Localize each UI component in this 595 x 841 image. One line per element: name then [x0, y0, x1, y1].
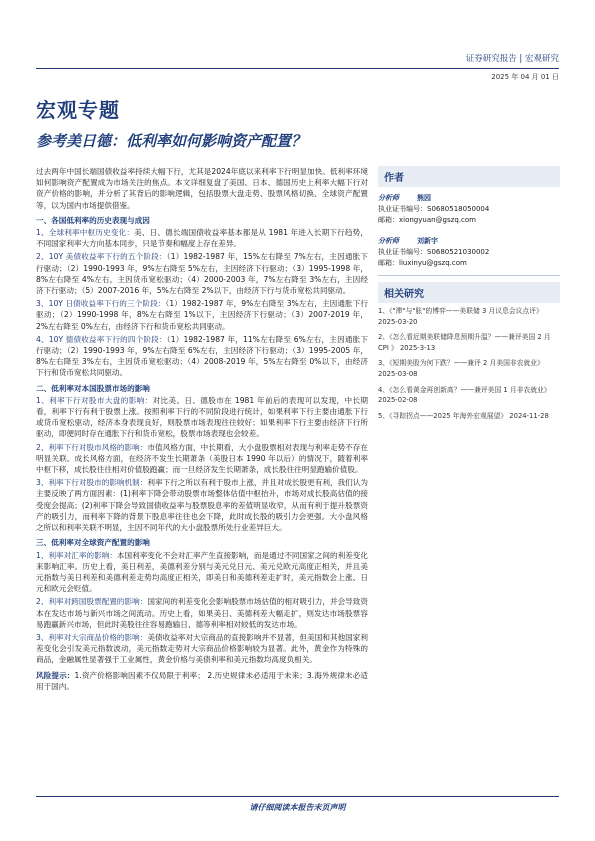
content-paragraph	[36, 251, 368, 296]
author-block	[378, 193, 560, 226]
author-name: 刘新宇	[417, 237, 438, 245]
author-role: 分析师	[378, 237, 399, 245]
author-email[interactable]: xiongyuan@gszq.com	[399, 216, 476, 224]
author-name: 熊园	[417, 194, 431, 202]
item-text: 利率下行之所以有利于股市上涨，并且对成长股更有利，我们认为主要反映了两方面因素：(1)利率下降会带动股票市场整体估值中枢抬升，市场对成长股高估值的接受度会提高；(2)利率下降会导致国债收益率与股票股息率的差值明显收窄，从而有利于提升股票资产的吸引力，而利率下降的背景下股息率往往也会下降，此时成长股的吸引力会更强。大小盘风格之所以和利率关联不明显，主因不同年代的大小盘股票所处行业差异巨大。	[36, 478, 368, 533]
report-subtitle: 参考美日德：低利率如何影响资产配置？	[36, 132, 307, 150]
author-block	[378, 236, 560, 269]
email-label: 邮箱：	[378, 216, 399, 224]
related-item[interactable]: 4、《怎么看黄金再创新高？——兼评美国 1 月非农就业》 2025-02-08	[378, 385, 551, 405]
content-paragraph	[36, 395, 368, 440]
author-email[interactable]: liuxinyu@gszq.com	[399, 259, 467, 267]
item-text: 美债收益率对大宗商品的直接影响并不显著，但美国和其他国家利差变化会引发美元指数波动，美元指数走势对大宗商品价格影响较为显著。此外，黄金作为特殊的商品，金融属性显著强于工业属性，黄金价格与美债利率和美元指数均高度负相关。	[36, 632, 368, 665]
item-text: （1）1982-1987 年，15%左右降至 7%左右，主因通胀下行驱动；（2）1990-1993 年，9%左右降至 5%左右，主因经济下行驱动；（3）1995-1998 年，8%左右降至 4%左右，主因货币宽松驱动；（4）2000-2003 年，7%左右降至 3%左右，主因经济下行驱动；（5）2007-2016 年，5%左右降至 2%以下，由经济下行与货币宽松共同驱动。	[36, 252, 368, 296]
related-item[interactable]: 5、《寻踪拐点——2025 年海外宏观展望》 2024-11-28	[378, 411, 549, 420]
sidebar-divider	[378, 275, 560, 276]
item-text: 本国利率变化不会对汇率产生直接影响，而是通过不同国家之间的利差变化来影响汇率。历史上看，美日利差，美德利差分别与美元兑日元、美元兑欧元高度正相关，并且美元指数与美日利差和美德利差走势均高度正相关，即美日和美德利差走扩时，美元指数会上涨、日元和欧元会贬值。	[36, 550, 368, 594]
cert-label: 执业证书编号：	[378, 248, 427, 256]
section-heading: 二、低利率对本国股票市场的影响	[36, 383, 150, 393]
email-label: 邮箱：	[378, 259, 399, 267]
content-paragraph	[36, 596, 368, 630]
item-text: （1）1982-1987 年，11%左右降至 6%左右，主因通胀下行驱动；（2）1990-1993 年，9%左右降至 6%左右，主因经济下行驱动；（3）1995-2005 年，8%左右降至 3%左右，主因货币宽松驱动；（4）2008-2019 年，5%左右降至 0%以下，由经济下行和货币宽松共同驱动。	[36, 334, 368, 378]
item-title: 1、利率下行对股市大盘的影响：	[36, 395, 153, 405]
item-title: 1、利率对汇率的影响：	[36, 550, 117, 560]
content-paragraph	[36, 550, 368, 595]
report-category: 证券研究报告 | 宏观研究	[465, 54, 559, 64]
related-item[interactable]: 3、《短期美股为何下跌？——兼评 2 月美国非农就业》 2025-03-08	[378, 359, 544, 378]
risk-label: 风险提示：	[36, 670, 75, 680]
cert-number: S0680521030002	[427, 248, 490, 256]
item-title: 2、利率对跨国股票配置的影响：	[36, 597, 148, 607]
related-heading: 相关研究	[378, 282, 560, 303]
report-type-title: 宏观专题	[36, 98, 120, 122]
report-header	[466, 52, 559, 64]
author-role: 分析师	[378, 194, 399, 202]
content-paragraph	[36, 227, 368, 249]
cert-number: S0680518050004	[427, 205, 490, 213]
item-text: （1）1982-1987 年，9%左右降至 3%左右，主因通胀下行驱动；（2）1990-1998 年，8%左右降至 1%以下，主因经济下行驱动；（3）2007-2019 年，2%左右降至 0%左右，由经济下行和货币宽松共同驱动。	[36, 299, 369, 331]
risk-warning	[36, 670, 368, 692]
item-text: 国家间的利差变化会影响股票市场估值的相对吸引力，并会导致资本在发达市场与新兴市场之间流动。历史上看，如果美日、美德利差大幅走扩，则发达市场股票容易跑赢新兴市场，但此时美股往往容易跑输日、德等利率相对较低的发达市场。	[36, 597, 368, 629]
item-title: 4、10Y 德债收益率下行的四个阶段：	[36, 334, 167, 344]
related-item[interactable]: 1、《"滞"与"胀"的博弈——美联储 3 月议息会议点评》 2025-03-20	[378, 307, 543, 326]
related-item[interactable]: 2、《怎么看近期美联储降息预期升温？——兼评美国 2 月 CPI 》 2025-3-13	[378, 333, 551, 352]
content-paragraph	[36, 442, 368, 476]
risk-text: 1.资产价格影响因素不仅局限于利率； 2.历史规律未必适用于未来；3.海外规律未必适用于国内。	[36, 670, 368, 691]
footer-divider	[36, 796, 559, 797]
cert-label: 执业证书编号：	[378, 205, 427, 213]
report-date: 2025 年 04 月 01 日	[491, 73, 559, 81]
item-title: 3、利率下行对股市的影响机制：	[36, 478, 148, 488]
item-text: 市值风格方面，中长期看，大小盘股票相对表现与利率走势不存在明显关联。成长风格方面，在经济不发生长期萧条（美股日本 1990 年以后）的情况下，随着利率中枢下移，成长股往往相对价值股跑赢；而一旦经济发生长期萧条，成长股往往明显跑输价值股。	[36, 442, 368, 475]
item-title: 1、全球利率中枢历史变化：	[36, 228, 135, 238]
item-text: 美、日、德长端国债收益率基本都是从 1981 年进入长期下行趋势，不同国家利率大方向基本同步，只是节奏和幅度上存在差异。	[36, 228, 368, 249]
main-content	[36, 166, 368, 694]
content-paragraph	[36, 477, 368, 533]
content-paragraph	[36, 632, 368, 666]
section-heading: 三、低利率对全球资产配置的影响	[36, 538, 150, 548]
content-paragraph	[36, 298, 368, 332]
item-title: 2、10Y 美债收益率下行的五个阶段：	[36, 252, 167, 262]
authors-heading: 作者	[378, 166, 560, 187]
footer-disclaimer: 请仔细阅读本报告末页声明	[249, 803, 346, 812]
intro-paragraph: 过去两年中国长端国债收益率持续大幅下行，尤其是2024年底以来利率下行明显加快。低利率环境如何影响资产配置成为市场关注的焦点。本文详细复盘了美国、日本、德国历史上利率大幅下行对资产价格的影响，并分析了其背后的影响逻辑，包括股票大盘走势、股票风格切换、全球资产配置等，以为国内市场提供借鉴。	[36, 167, 368, 210]
item-title: 3、10Y 日债收益率下行的三个阶段：	[36, 299, 166, 309]
item-title: 3、利率对大宗商品价格的影响：	[36, 632, 148, 642]
sidebar	[378, 166, 560, 426]
item-title: 2、利率下行对股市风格的影响：	[36, 442, 148, 452]
item-text: 对比美、日、德股市在 1981 年前后的表现可以发现，中长期看，利率下行有利于股票上涨。按照利率下行的不同阶段进行统计，如果利率下行主要由通胀下行或货币宽松驱动，经济本身表现良好，则股票市场表现往往较好；如果利率下行主要由经济下行所驱动，即便同时存在通胀下行和货币宽松，股票市场表现也会较差。	[36, 395, 368, 439]
section-heading: 一、各国低利率的历史表现与成因	[36, 215, 150, 225]
header-divider	[36, 68, 559, 69]
content-paragraph	[36, 334, 368, 379]
